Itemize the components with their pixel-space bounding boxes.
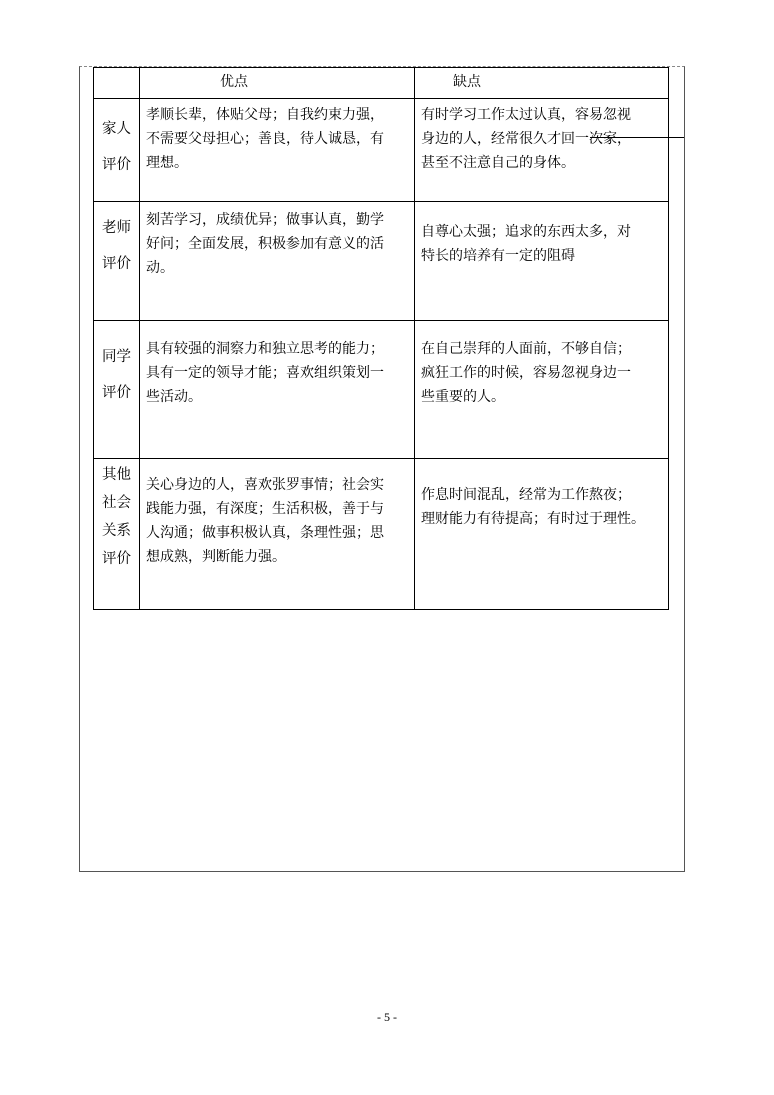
cell-text-line: 理财能力有待提高；有时过于理性。 (421, 511, 645, 527)
table-row-classmate (94, 321, 669, 459)
cons-cell-family (415, 99, 669, 202)
row-label-line: 家人 (102, 121, 131, 137)
cell-text-line: 不需要父母担心；善良，待人诚恳，有 (146, 131, 384, 147)
row-label-teacher (94, 202, 140, 321)
cell-text-line: 在自己崇拜的人面前，不够自信； (421, 341, 631, 357)
row-label-line: 同学 (102, 349, 131, 365)
table-row-social (94, 459, 669, 610)
cell-text-line: 动。 (146, 260, 174, 276)
cell-text-line: 理想。 (146, 155, 188, 171)
row-label-line: 老师 (102, 220, 131, 236)
cell-text-line: 疯狂工作的时候，容易忽视身边一 (421, 365, 631, 381)
row-label-line: 评价 (102, 385, 131, 401)
header-blank-cell (94, 68, 140, 99)
cell-text-line: 好问；全面发展，积极参加有意义的活 (146, 236, 384, 252)
cell-text-line: 甚至不注意自己的身体。 (421, 155, 575, 171)
cell-text-line: 身边的人，经常很久才回一次家， (421, 131, 631, 147)
cell-text-line: 些重要的人。 (421, 389, 505, 405)
row-label-line: 评价 (102, 551, 131, 567)
cons-cell-teacher (415, 202, 669, 321)
row-label-family (94, 99, 140, 202)
cons-cell-classmate (415, 321, 669, 459)
page-number: - 5 - (377, 1010, 397, 1024)
cons-cell-social (415, 459, 669, 610)
cell-text-line: 想成熟，判断能力强。 (146, 549, 286, 565)
row-label-line: 其他 (102, 467, 131, 483)
header-row (94, 68, 669, 99)
cell-text-line: 人沟通；做事积极认真，条理性强；思 (146, 525, 384, 541)
pros-cell-classmate (140, 321, 415, 459)
row-label-classmate (94, 321, 140, 459)
row-label-line: 评价 (102, 256, 131, 272)
cell-text-line: 具有较强的洞察力和独立思考的能力； (146, 341, 384, 357)
pros-cell-family (140, 99, 415, 202)
row-label-line: 关系 (102, 523, 131, 539)
cell-text-line: 刻苦学习，成绩优异；做事认真，勤学 (146, 212, 384, 228)
pros-cell-teacher (140, 202, 415, 321)
evaluation-table (93, 67, 669, 610)
header-pros-cell (140, 68, 415, 99)
cell-text-line: 自尊心太强；追求的东西太多，对 (421, 224, 631, 240)
header-cons-cell (415, 68, 669, 99)
pros-cell-social (140, 459, 415, 610)
row-label-line: 社会 (102, 495, 131, 511)
row-label-line: 评价 (102, 157, 131, 173)
header-pros: 优点 (220, 74, 248, 90)
cell-text-line: 些活动。 (146, 389, 202, 405)
table-row-family (94, 99, 669, 202)
cell-text-line: 践能力强，有深度；生活积极，善于与 (146, 501, 384, 517)
cell-text-line: 特长的培养有一定的阻碍 (421, 248, 575, 264)
header-cons: 缺点 (453, 74, 481, 90)
cell-text-line: 具有一定的领导才能；喜欢组织策划一 (146, 365, 384, 381)
cell-text-line: 孝顺长辈，体贴父母；自我约束力强， (146, 107, 384, 123)
cell-text-line: 作息时间混乱，经常为工作熬夜； (421, 487, 631, 503)
cell-text-line: 关心身边的人，喜欢张罗事情；社会实 (146, 477, 384, 493)
cell-text-line: 有时学习工作太过认真，容易忽视 (421, 107, 631, 123)
table-row-teacher (94, 202, 669, 321)
row-label-social (94, 459, 140, 610)
